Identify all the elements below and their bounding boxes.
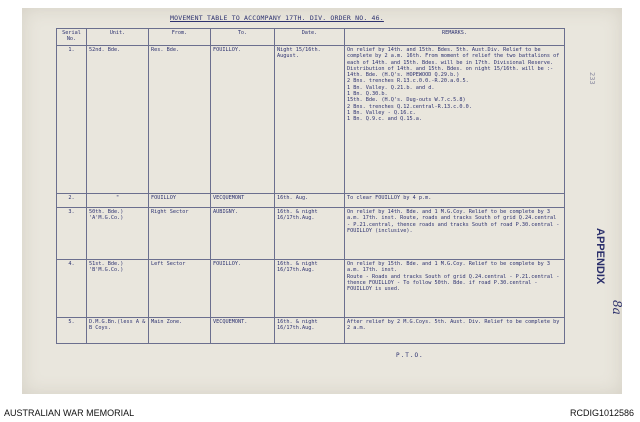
header-serial: Serial No. xyxy=(57,29,87,46)
date-cell: 16th. Aug. xyxy=(275,194,345,208)
from-cell: Main Zone. xyxy=(149,318,211,344)
document-title: MOVEMENT TABLE TO ACCOMPANY 17TH. DIV. ORDER NO. 46. xyxy=(170,14,384,22)
remarks-cell: To clear FOUILLOY by 4 p.m. xyxy=(345,194,565,208)
table-row xyxy=(57,318,565,344)
remarks-cell: After relief by 2 M.G.Coys. 5th. Aust. Div. Relief to be complete by 2 a.m. xyxy=(345,318,565,344)
handwritten-annotation: 8a xyxy=(610,300,624,315)
serial-cell: 3. xyxy=(57,208,87,260)
header-to: To. xyxy=(211,29,275,46)
serial-cell: 1. xyxy=(57,46,87,194)
remarks-cell: On relief by 14th. Bde. and 1 M.G.Coy. Relief to be complete by 3 a.m. 17th. inst. Route, roads and tracks South of grid Q.24.central - P.21.central, thence roads and tracks South of road P.30.central - FOUILLOY (inclusive). xyxy=(345,208,565,260)
record-id: RCDIG1012586 xyxy=(569,408,634,418)
serial-cell: 5. xyxy=(57,318,87,344)
table-row xyxy=(57,260,565,318)
movement-table xyxy=(56,28,565,344)
from-cell: FOUILLOY xyxy=(149,194,211,208)
header-remarks: REMARKS. xyxy=(345,29,565,46)
from-cell: Right Sector xyxy=(149,208,211,260)
date-cell: Night 15/16th. August. xyxy=(275,46,345,194)
unit-cell: " xyxy=(87,194,149,208)
to-cell: FOUILLOY. xyxy=(211,46,275,194)
from-cell: Res. Bde. xyxy=(149,46,211,194)
date-cell: 16th. & night 16/17th.Aug. xyxy=(275,318,345,344)
margin-page-number: 233 xyxy=(588,72,596,85)
unit-cell: 50th. Bde.) 'A'M.G.Co.) xyxy=(87,208,149,260)
table-header-row xyxy=(57,29,565,46)
header-date: Date. xyxy=(275,29,345,46)
pto-note: P.T.O. xyxy=(396,352,424,359)
to-cell: AUBIGNY. xyxy=(211,208,275,260)
unit-cell: 52nd. Bde. xyxy=(87,46,149,194)
archive-credit: AUSTRALIAN WAR MEMORIAL xyxy=(4,408,135,418)
to-cell: FOUILLOY. xyxy=(211,260,275,318)
remarks-cell: On relief by 15th. Bde. and 1 M.G.Coy. Relief to be complete by 3 a.m. 17th. inst. Route - Roads and tracks South of grid Q.24.central - P.21.central - thence FOUILLOY - To follow 50th. Bde. if road P.30.central - FOUILLOY is used. xyxy=(345,260,565,318)
serial-cell: 2. xyxy=(57,194,87,208)
table-row xyxy=(57,208,565,260)
header-unit: Unit. xyxy=(87,29,149,46)
to-cell: VECQUEMONT xyxy=(211,194,275,208)
appendix-stamp: APPENDIX xyxy=(594,228,606,285)
from-cell: Left Sector xyxy=(149,260,211,318)
header-from: From. xyxy=(149,29,211,46)
table-row xyxy=(57,194,565,208)
table-row xyxy=(57,46,565,194)
unit-cell: 51st. Bde.) 'B'M.G.Co.) xyxy=(87,260,149,318)
to-cell: VECQUEMONT. xyxy=(211,318,275,344)
remarks-cell: On relief by 14th. and 15th. Bdes. 5th. Aust.Div. Relief to be complete by 2 a.m. 16th. From moment of relief the two battalions of each of 14th. and 15th. Bdes. will be in 17th. Divisional Reserve. Distribution of 14th. and 15th. Bdes. on night 15/16th. will be :- 14th. Bde. (H.Q's. HOPEWOOD Q.29.b.) 2 Bns. trenches R.13.c.0.0.-R.20.a.0.5. 1 Bn. Valley. Q.21.b. and d. 1 Bn. Q.30.b. 15th. Bde. (H.Q's. Dug-outs W.7.c.5.8) 2 Bns. trenches Q.12.central-R.13.c.0.0. 1 Bn. Valley - Q.16.c. 1 Bn. Q.9.c. and Q.15.a. xyxy=(345,46,565,194)
unit-cell: D.M.G.Bn.(less A & B Coys. xyxy=(87,318,149,344)
date-cell: 16th. & night 16/17th.Aug. xyxy=(275,208,345,260)
serial-cell: 4. xyxy=(57,260,87,318)
date-cell: 16th. & night 16/17th.Aug. xyxy=(275,260,345,318)
